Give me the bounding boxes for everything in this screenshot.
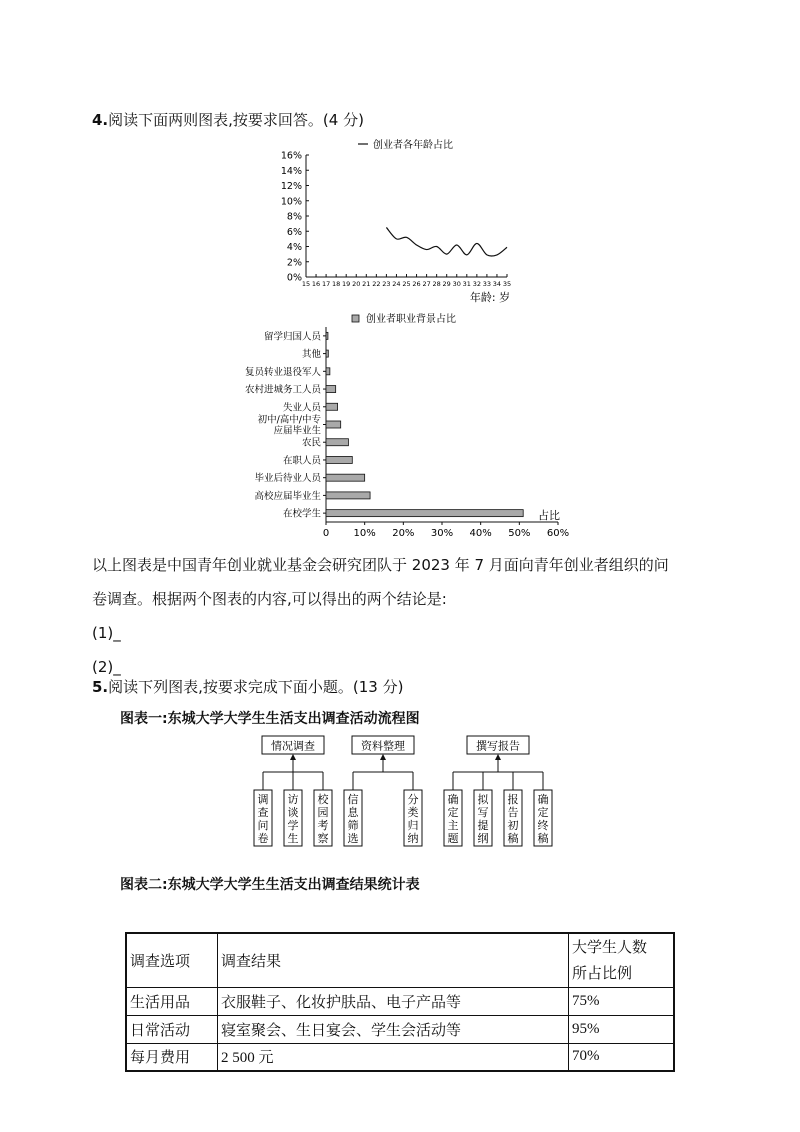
flowchart-child-char: 提 [477,819,489,832]
flowchart-child-char: 纳 [407,832,419,845]
x-tick-label: 16 [311,280,321,288]
flowchart-child-char: 稿 [537,832,549,845]
bar [326,368,330,375]
table-cell: 生活用品 [126,987,218,1015]
paragraph-line-2: 卷调查。根据两个图表的内容,可以得出的两个结论是: [92,590,447,608]
y-tick-label: 10% [280,196,302,208]
question-4-paragraph [92,548,732,684]
flowchart-arrowhead [380,754,386,760]
flowchart-child-char: 生 [287,832,299,845]
bar [326,332,328,339]
y-tick-label: 8% [286,211,302,223]
series-line [386,227,507,256]
x-tick-label: 29 [442,280,451,288]
x-tick-label: 0 [322,528,330,539]
question-5-number: 5. [92,678,109,696]
y-tick-label: 16% [280,150,302,162]
flowchart-parent-label: 撰写报告 [476,739,520,753]
x-tick-label: 30 [452,280,461,288]
table-row [126,1043,674,1071]
flowchart-child-char: 访 [287,793,299,806]
table-cell: 75% [569,987,675,1015]
category-label: 其他 [301,349,321,361]
age-line-chart [270,130,550,305]
x-tick-label: 26 [412,280,421,288]
x-tick-label: 24 [392,280,401,288]
x-tick-label: 20 [352,280,361,288]
y-tick-label: 12% [280,181,302,192]
category-label: 农村进城务工人员 [244,384,321,396]
x-tick-label: 50% [508,528,531,539]
table-row [126,987,674,1015]
y-tick-label: 0% [286,272,302,284]
y-tick-label: 2% [286,257,302,269]
category-label: 复员转业退役军人 [244,366,321,378]
category-label: 应届毕业生 [273,425,321,437]
header-cell-ratio [569,933,675,987]
header-cell-option: 调查选项 [126,933,218,987]
x-tick-label: 18 [332,280,341,288]
x-tick-label: 19 [342,280,351,288]
answer-2[interactable]: (2)_ [92,658,121,676]
header-cell-result: 调查结果 [218,933,569,987]
x-tick-label: 21 [362,280,371,288]
category-label: 初中/高中/中专 [257,414,321,426]
x-tick-label: 31 [462,280,471,288]
x-tick-label: 60% [546,528,570,539]
flowchart-child-char: 卷 [257,832,269,845]
bar [326,403,338,410]
category-label: 毕业后待业人员 [254,473,321,485]
flowchart-parent-label: 资料整理 [361,739,405,753]
flowchart-child-char: 调 [257,793,269,806]
x-tick-label: 32 [472,280,481,288]
flowchart-child-char: 信 [347,793,359,806]
survey-result-table [125,932,675,1072]
x-tick-label: 23 [382,280,391,288]
flowchart-arrowhead [290,754,296,760]
table-header-row [126,933,674,987]
bar [326,474,365,481]
flowchart-child-char: 稿 [507,832,519,845]
x-tick-label: 10% [353,528,376,539]
flowchart-child-char: 察 [317,832,329,845]
category-label: 在校学生 [282,508,321,520]
x-tick-label: 40% [469,528,492,539]
flowchart-child-char: 确 [537,793,549,806]
flowchart-child-char: 告 [507,806,519,819]
category-label: 高校应届毕业生 [254,490,321,502]
flowchart-arrowhead [495,754,501,760]
table-cell: 70% [569,1043,675,1071]
bar [326,421,341,428]
x-tick-label: 33 [482,280,492,288]
flowchart-child-char: 分 [407,793,419,806]
flowchart-child-char: 类 [407,806,419,819]
x-tick-label: 34 [492,280,502,288]
flowchart-title: 图表一:东城大学大学生生活支出调查活动流程图 [120,711,420,727]
question-4-prompt: 阅读下面两则图表,按要求回答。(4 分) [108,111,364,129]
flowchart-child-char: 定 [537,806,549,819]
table-title: 图表二:东城大学大学生生活支出调查结果统计表 [120,877,420,893]
flowchart-child-char: 问 [257,819,269,832]
table-cell: 每月费用 [126,1043,218,1071]
flowchart-child-char: 报 [507,793,519,806]
flowchart-child-char: 考 [317,819,329,832]
x-tick-label: 28 [432,280,441,288]
bar [326,456,352,463]
flowchart-child-char: 确 [447,793,459,806]
flowchart-child-char: 筛 [347,819,359,832]
flowchart-parent-label: 情况调查 [271,739,315,753]
x-tick-label: 35 [502,280,512,288]
y-tick-label: 4% [286,242,302,253]
bar [326,492,370,499]
flowchart-child-char: 终 [537,819,549,832]
flowchart-diagram [240,732,570,850]
x-tick-label: 15 [301,280,311,288]
category-label: 失业人员 [282,402,321,414]
table-cell: 寝室聚会、生日宴会、学生会活动等 [218,1015,569,1043]
paragraph-line-1: 以上图表是中国青年创业就业基金会研究团队于 2023 年 7 月面向青年创业者组织的问 [92,556,669,574]
flowchart-child-char: 谈 [287,806,299,819]
occupation-bar-chart [200,305,600,540]
flowchart-child-char: 归 [407,819,419,832]
table-row [126,1015,674,1043]
flowchart-child-char: 拟 [477,793,489,806]
flowchart-child-char: 查 [257,806,269,819]
flowchart-child-char: 写 [477,806,489,819]
question-5-heading [92,677,403,697]
flowchart-child-char: 定 [447,806,459,819]
question-4-heading [92,110,364,130]
y-tick-label: 6% [286,226,302,238]
legend-marker [352,315,359,322]
flowchart-child-char: 题 [447,832,459,845]
flowchart-child-char: 息 [347,806,359,819]
table-cell: 衣服鞋子、化妆护肤品、电子产品等 [218,987,569,1015]
flowchart-child-char: 初 [507,819,519,832]
x-tick-label: 20% [392,528,415,539]
x-axis-label: 年龄: 岁 [469,291,511,304]
bar [326,510,523,517]
x-tick-label: 30% [430,528,454,539]
category-label: 农民 [301,437,321,449]
bar [326,350,328,357]
question-4-number: 4. [92,111,109,129]
flowchart-child-char: 校 [317,793,329,806]
flowchart-child-char: 园 [317,806,329,819]
legend-label: 创业者职业背景占比 [366,314,456,325]
x-tick-label: 17 [321,280,331,288]
category-label: 在职人员 [282,455,321,467]
x-axis-label: 占比 [538,509,560,522]
header-ratio-line-2: 所占比例 [572,964,633,983]
x-tick-label: 25 [402,280,411,288]
bar [326,439,348,446]
y-tick-label: 14% [280,165,302,177]
table-cell: 95% [569,1015,675,1043]
x-tick-label: 22 [372,280,381,288]
category-label: 留学归国人员 [263,331,321,343]
flowchart-child-char: 选 [347,832,359,845]
table-cell: 日常活动 [126,1015,218,1043]
question-5-prompt: 阅读下列图表,按要求完成下面小题。(13 分) [108,678,404,696]
legend-label: 创业者各年龄占比 [373,140,453,151]
header-ratio-line-1: 大学生人数 [572,938,648,957]
flowchart-child-char: 主 [447,819,459,832]
answer-1[interactable]: (1)_ [92,624,121,642]
bar [326,386,336,393]
table-cell: 2 500 元 [218,1043,569,1071]
flowchart-child-char: 纲 [477,832,489,845]
flowchart-child-char: 学 [287,819,299,832]
x-tick-label: 27 [422,280,431,288]
